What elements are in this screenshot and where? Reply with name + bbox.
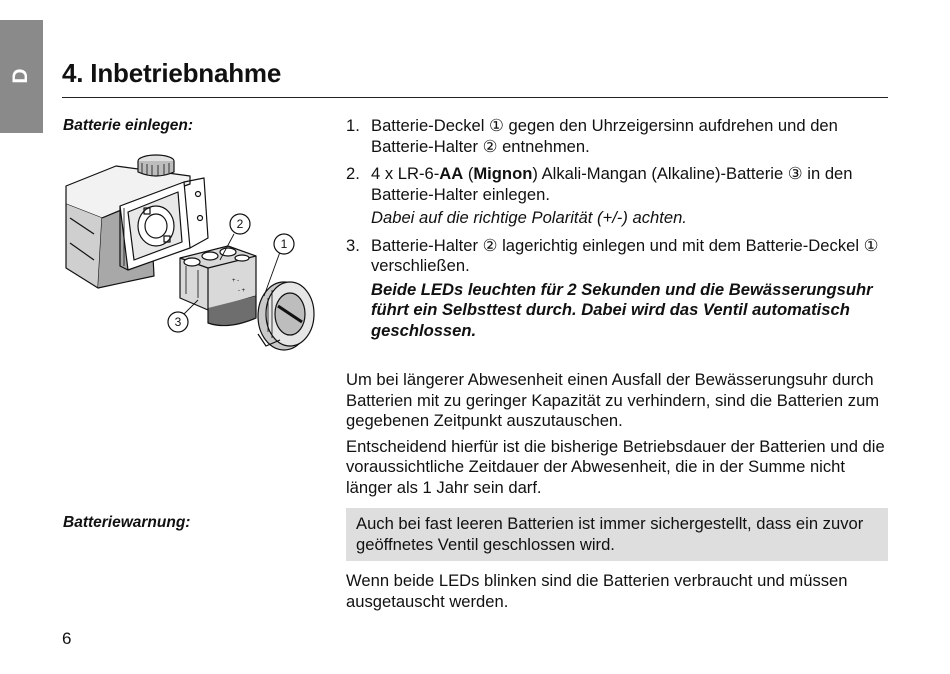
callout-3: 3 [174, 315, 182, 329]
warning-paragraph: Wenn beide LEDs blinken sind die Batterien verbraucht und müssen ausgetauscht werden. [346, 571, 848, 611]
callout-1: 1 [280, 237, 288, 251]
page-title: 4. Inbetriebnahme [62, 58, 282, 88]
battery-insertion-illustration [58, 148, 320, 363]
step-3 [346, 236, 889, 342]
language-tab [0, 20, 43, 133]
section-label-warning: Batteriewarnung: [63, 514, 191, 531]
warning-box: Auch bei fast leeren Batterien ist immer sichergestellt, dass ein zuvor geöffnetes Ventil geschlossen wird. [346, 508, 888, 561]
svg-text:+ -: + - [232, 278, 240, 284]
page-number: 6 [62, 629, 72, 648]
info-paragraphs [346, 370, 889, 503]
paragraph: Um bei längerer Abwesenheit einen Ausfall der Bewässerungsuhr durch Batterien mit zu geringer Kapazität zu verhindern, sind die Batterien zum gegebenen Zeitpunkt auszutauschen. [346, 370, 880, 430]
step-number: 3. [346, 235, 360, 255]
steps-list [346, 116, 889, 348]
step-1 [346, 116, 889, 157]
title-divider [62, 97, 888, 98]
section-label-battery: Batterie einlegen: [63, 117, 194, 134]
callout-2: 2 [236, 217, 244, 231]
step-2 [346, 164, 889, 229]
step-text: Batterie-Deckel ① gegen den Uhrzeigersinn aufdrehen und den Batterie-Halter ② entnehmen. [371, 116, 838, 156]
svg-text:- +: - + [238, 288, 246, 294]
step-number: 2. [346, 164, 360, 183]
step-note: Beide LEDs leuchten für 2 Sekunden und die Bewässerungsuhr führt ein Selbsttest durch. Dabei wird das Ventil automatisch geschlossen. [371, 279, 873, 340]
paragraph: Entscheidend hierfür ist die bisherige Betriebsdauer der Batterien und die voraussichtliche Zeitdauer der Abwesenheit, die in der Summe nicht länger als 1 Jahr sein darf. [346, 436, 885, 497]
step-note: Dabei auf die richtige Polarität (+/-) achten. [371, 208, 687, 227]
step-text: 4 x LR-6-AA (Mignon) Alkali-Mangan (Alkaline)-Batterie ③ in den Batterie-Halter einlegen. [371, 164, 853, 204]
language-tab-letter: D [9, 68, 32, 84]
step-text: Batterie-Halter ② lagerichtig einlegen und mit dem Batterie-Deckel ① verschließen. [371, 235, 879, 275]
step-number: 1. [346, 116, 360, 135]
